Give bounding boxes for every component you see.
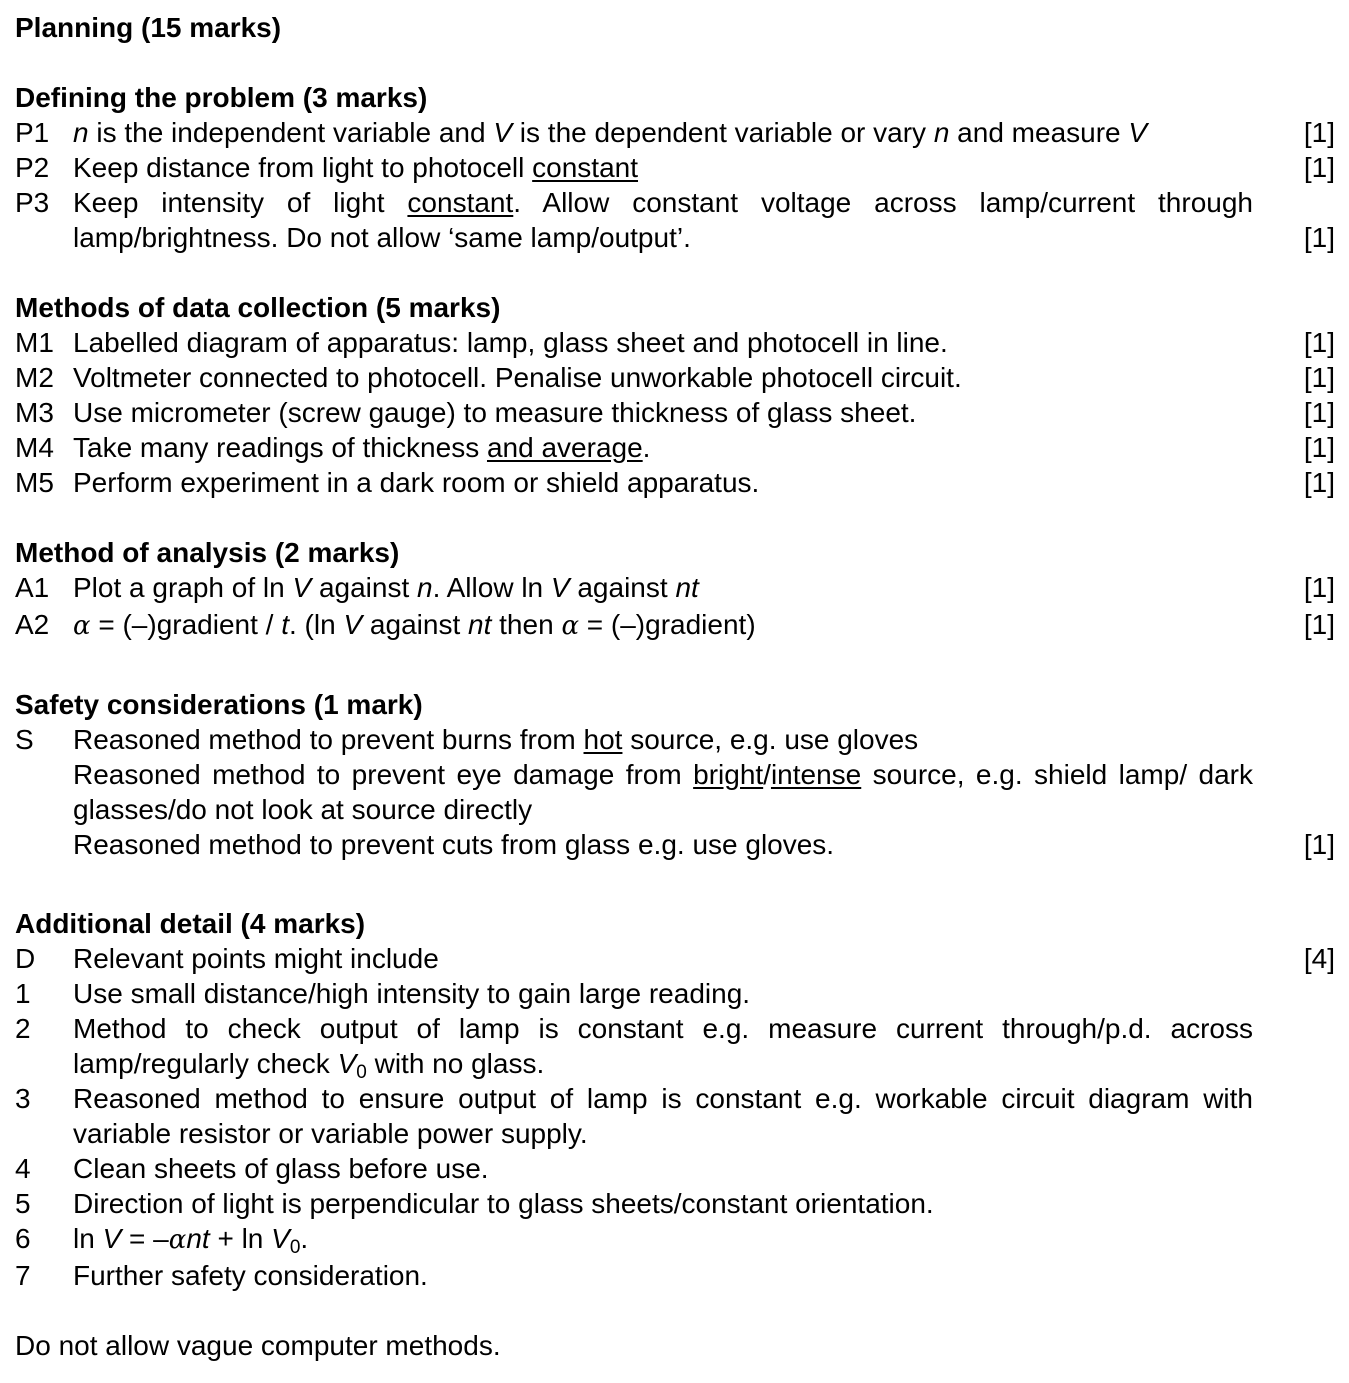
criterion-m1 [15,325,1335,360]
criterion-p3 [15,185,1335,255]
criterion-text [73,722,1253,862]
criterion-code: S [15,724,34,755]
criterion-d [15,941,1335,976]
mark-value: [1] [1303,152,1335,183]
mark-value: [1] [1303,467,1335,498]
safety-line: Reasoned method to prevent cuts from glass e.g. use gloves. [73,829,835,860]
mark-value: [1] [1303,222,1335,253]
criterion-code: M1 [15,327,54,358]
criterion-code: P2 [15,152,50,183]
criterion-text: Voltmeter connected to photocell. Penalise unworkable photocell circuit. [73,362,962,393]
item-text: Direction of light is perpendicular to glass sheets/constant orientation. [73,1188,934,1219]
criterion-code: A2 [15,609,50,640]
criterion-text: α = (–)gradient / t. (ln V against nt then α = (–)gradient) [73,609,756,641]
criterion-code: M5 [15,467,54,498]
mark-value: [4] [1303,943,1335,974]
criterion-code: P3 [15,187,50,218]
item-number: 2 [15,1013,31,1044]
section-heading-defining: Defining the problem (3 marks) [15,82,428,113]
criterion-s [15,722,1335,862]
criterion-a1 [15,570,1335,605]
detail-item-7 [15,1258,1335,1293]
mark-value: [1] [1303,609,1335,640]
criterion-code: M4 [15,432,54,463]
section-heading-analysis: Method of analysis (2 marks) [15,537,400,568]
item-number: 5 [15,1188,31,1219]
footer-note: Do not allow vague computer methods. [15,1330,501,1361]
criterion-a2 [15,607,1335,644]
mark-value: [1] [1303,572,1335,603]
criterion-text: Plot a graph of ln V against n. Allow ln V against nt [73,572,699,603]
criterion-m5 [15,465,1335,500]
item-number: 1 [15,978,31,1009]
safety-line: Reasoned method to prevent eye damage from bright/intense source, e.g. shield lamp/ dark glasses/do not look at source directly [73,759,1254,825]
criterion-text: Relevant points might include [73,943,439,974]
safety-line: Reasoned method to prevent burns from hot source, e.g. use gloves [73,724,919,755]
item-text: Use small distance/high intensity to gain large reading. [73,978,751,1009]
criterion-text: n is the independent variable and V is the dependent variable or vary n and measure V [73,117,1148,148]
section-heading-additional: Additional detail (4 marks) [15,908,366,939]
mark-value: [1] [1303,362,1335,393]
criterion-text: Take many readings of thickness and average. [73,432,651,463]
criterion-code: A1 [15,572,50,603]
criterion-m2 [15,360,1335,395]
detail-item-6 [15,1221,1335,1258]
criterion-m3 [15,395,1335,430]
item-number: 4 [15,1153,31,1184]
criterion-p2 [15,150,1335,185]
criterion-text: Keep distance from light to photocell constant [73,152,639,183]
mark-value: [1] [1303,397,1335,428]
page-title: Planning (15 marks) [15,12,282,43]
criterion-code: D [15,943,36,974]
criterion-m4 [15,430,1335,465]
item-text: Clean sheets of glass before use. [73,1153,489,1184]
criterion-text: Keep intensity of light constant. Allow constant voltage across lamp/current through lamp/brightness. Do not allow ‘same lamp/output’. [73,187,1253,253]
criterion-text: Perform experiment in a dark room or shield apparatus. [73,467,760,498]
criterion-code: M2 [15,362,54,393]
criterion-code: M3 [15,397,54,428]
section-heading-methods: Methods of data collection (5 marks) [15,292,501,323]
item-number: 6 [15,1223,31,1254]
section-heading-safety: Safety considerations (1 mark) [15,689,423,720]
mark-scheme-page [15,10,1335,1363]
detail-item-4 [15,1151,1335,1186]
criterion-text: Labelled diagram of apparatus: lamp, glass sheet and photocell in line. [73,327,948,358]
criterion-text: Use micrometer (screw gauge) to measure thickness of glass sheet. [73,397,917,428]
detail-item-5 [15,1186,1335,1221]
detail-item-1 [15,976,1335,1011]
item-number: 7 [15,1260,31,1291]
criterion-p1 [15,115,1335,150]
mark-value: [1] [1303,829,1335,860]
detail-item-3 [15,1081,1335,1151]
mark-value: [1] [1303,327,1335,358]
item-text: Reasoned method to ensure output of lamp is constant e.g. workable circuit diagram with variable resistor or variable power supply. [73,1083,1253,1149]
item-text: $\ln V = -\alpha nt + \ln V_0$. [73,1223,309,1258]
criterion-code: P1 [15,117,50,148]
item-text: Method to check output of lamp is constant e.g. measure current through/p.d. across lamp/regularly check $V_0$ with no glass. [73,1013,1253,1083]
mark-value: [1] [1303,117,1335,148]
item-number: 3 [15,1083,31,1114]
detail-item-2 [15,1011,1335,1081]
item-text: Further safety consideration. [73,1260,428,1291]
mark-value: [1] [1303,432,1335,463]
